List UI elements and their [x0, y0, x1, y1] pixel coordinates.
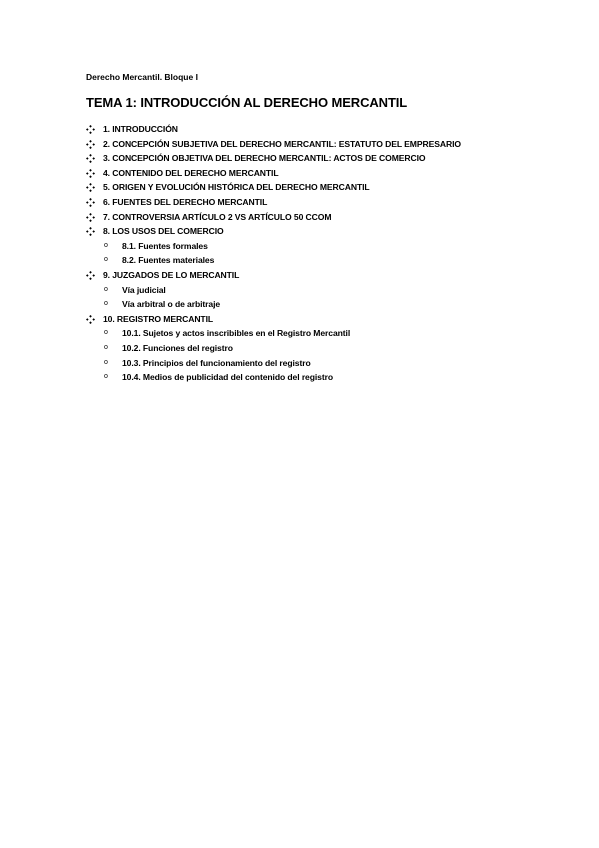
four-diamond-bullet-icon	[86, 210, 96, 225]
outline-item-text: 5. ORIGEN Y EVOLUCIÓN HISTÓRICA DEL DERECHO MERCANTIL	[103, 182, 370, 193]
hollow-circle-bullet-icon: o	[104, 300, 108, 308]
outline-item-text: 8. LOS USOS DEL COMERCIO	[103, 226, 224, 237]
outline-item	[86, 195, 566, 210]
outline-subitem	[86, 297, 566, 312]
outline-subitem	[86, 341, 566, 356]
outline-subitem-text: 8.1. Fuentes formales	[122, 240, 208, 251]
outline-item	[86, 224, 566, 239]
subject-header: Derecho Mercantil. Bloque I	[86, 72, 198, 82]
outline-subitem-text: 10.4. Medios de publicidad del contenido del registro	[122, 372, 334, 383]
outline-subitem	[86, 370, 566, 385]
hollow-circle-bullet-icon: o	[104, 241, 108, 249]
outline-item	[86, 268, 566, 283]
outline-subitem-text: 8.2. Fuentes materiales	[122, 255, 215, 266]
outline-item	[86, 151, 566, 166]
hollow-circle-bullet-icon: o	[104, 256, 108, 264]
document-title: TEMA 1: INTRODUCCIÓN AL DERECHO MERCANTIL	[86, 95, 408, 110]
four-diamond-bullet-icon	[86, 268, 96, 283]
outline-item	[86, 122, 566, 137]
outline-subitem	[86, 283, 566, 298]
outline-subitem-text: 10.1. Sujetos y actos inscribibles en el Registro Mercantil	[122, 328, 351, 339]
outline-subitem-text: 10.3. Principios del funcionamiento del registro	[122, 357, 311, 368]
outline-item-text: 3. CONCEPCIÓN OBJETIVA DEL DERECHO MERCANTIL: ACTOS DE COMERCIO	[103, 153, 426, 164]
four-diamond-bullet-icon	[86, 312, 96, 327]
outline-item	[86, 210, 566, 225]
four-diamond-bullet-icon	[86, 195, 96, 210]
outline-item-text: 7. CONTROVERSIA ARTÍCULO 2 VS ARTÍCULO 50 CCOM	[103, 211, 332, 222]
outline-subitem-text: Vía judicial	[122, 284, 166, 295]
outline-item-text: 2. CONCEPCIÓN SUBJETIVA DEL DERECHO MERCANTIL: ESTATUTO DEL EMPRESARIO	[103, 138, 461, 149]
hollow-circle-bullet-icon: o	[104, 343, 108, 351]
outline-item-text: 9. JUZGADOS DE LO MERCANTIL	[103, 269, 240, 280]
hollow-circle-bullet-icon: o	[104, 373, 108, 381]
four-diamond-bullet-icon	[86, 180, 96, 195]
outline-subitem	[86, 239, 566, 254]
outline-subitem-text: Vía arbitral o de arbitraje	[122, 299, 221, 310]
four-diamond-bullet-icon	[86, 122, 96, 137]
outline-item-text: 4. CONTENIDO DEL DERECHO MERCANTIL	[103, 167, 279, 178]
hollow-circle-bullet-icon: o	[104, 358, 108, 366]
hollow-circle-bullet-icon: o	[104, 329, 108, 337]
four-diamond-bullet-icon	[86, 166, 96, 181]
outline-item	[86, 166, 566, 181]
outline-item-text: 6. FUENTES DEL DERECHO MERCANTIL	[103, 196, 268, 207]
outline-item	[86, 312, 566, 327]
four-diamond-bullet-icon	[86, 137, 96, 152]
outline-subitem	[86, 356, 566, 371]
outline-item	[86, 180, 566, 195]
four-diamond-bullet-icon	[86, 224, 96, 239]
hollow-circle-bullet-icon: o	[104, 285, 108, 293]
outline-subitem-text: 10.2. Funciones del registro	[122, 342, 233, 353]
outline-item-text: 10. REGISTRO MERCANTIL	[103, 313, 214, 324]
outline-subitem	[86, 326, 566, 341]
four-diamond-bullet-icon	[86, 151, 96, 166]
topic-outline	[86, 122, 566, 385]
outline-item	[86, 137, 566, 152]
outline-subitem	[86, 253, 566, 268]
outline-item-text: 1. INTRODUCCIÓN	[103, 124, 178, 134]
